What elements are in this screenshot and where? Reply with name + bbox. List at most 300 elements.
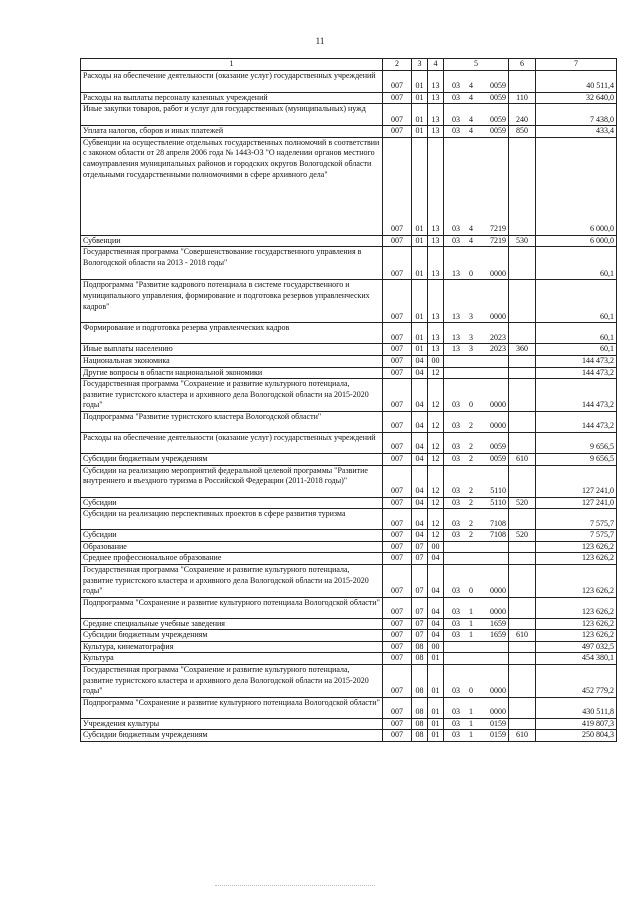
row-subsection-code: 01	[428, 653, 444, 665]
row-target-code	[444, 323, 509, 344]
target-code-part-k3: 0000	[490, 586, 506, 596]
row-target-code	[444, 564, 509, 597]
row-subsection-code: 13	[428, 280, 444, 323]
row-amount: 123 626,2	[536, 553, 617, 565]
table-row	[81, 280, 617, 323]
target-code-part-k2: 0	[469, 586, 473, 596]
row-subsection-code: 13	[428, 92, 444, 104]
row-section-code: 08	[412, 730, 428, 742]
row-section-code: 04	[412, 509, 428, 530]
row-section-code: 01	[412, 126, 428, 138]
row-amount: 454 380,1	[536, 653, 617, 665]
row-expense-type	[509, 653, 536, 665]
target-code-part-k2: 0	[469, 686, 473, 696]
row-admin-code: 007	[383, 497, 412, 509]
target-code-part-k2: 1	[469, 630, 473, 640]
row-name: Государственная программа "Сохранение и развитие культурного потенциала, развитие туристского кластера и архивного дела Вологодской области на 2015-2020 годы"	[81, 564, 383, 597]
row-admin-code: 007	[383, 247, 412, 280]
target-code-part-k2: 4	[469, 114, 473, 124]
row-admin-code: 007	[383, 653, 412, 665]
row-target-code	[444, 509, 509, 530]
target-code-part-k2: 2	[469, 497, 473, 507]
table-row	[81, 126, 617, 138]
target-code-part-k1: 03	[452, 707, 460, 717]
row-target-code	[444, 630, 509, 642]
target-code-part-k1: 03	[452, 235, 460, 245]
row-admin-code: 007	[383, 379, 412, 412]
table-row	[81, 597, 617, 618]
table-row	[81, 509, 617, 530]
row-subsection-code: 12	[428, 411, 444, 432]
target-code-part-k2: 2	[469, 518, 473, 528]
table-header-row	[81, 59, 617, 71]
row-subsection-code: 01	[428, 665, 444, 698]
target-code-part-k2: 3	[469, 332, 473, 342]
budget-table	[80, 58, 617, 742]
row-section-code: 08	[412, 653, 428, 665]
row-expense-type	[509, 597, 536, 618]
row-target-code	[444, 379, 509, 412]
target-code-part-k3: 0000	[490, 686, 506, 696]
target-code-part-k1: 03	[452, 730, 460, 740]
row-amount: 419 807,3	[536, 718, 617, 730]
row-name: Подпрограмма "Развитие туристского кластера Вологодской области"	[81, 411, 383, 432]
target-code-part-k2: 3	[469, 344, 473, 354]
row-section-code: 01	[412, 247, 428, 280]
row-name: Подпрограмма "Сохранение и развитие культурного потенциала Вологодской области"	[81, 697, 383, 718]
target-code-part-k3: 1659	[490, 618, 506, 628]
target-code-part-k3: 5110	[490, 497, 506, 507]
row-section-code: 04	[412, 411, 428, 432]
row-section-code: 07	[412, 553, 428, 565]
row-admin-code: 007	[383, 411, 412, 432]
target-code-part-k3: 0059	[490, 92, 506, 102]
row-amount: 9 656,5	[536, 432, 617, 453]
row-expense-type	[509, 697, 536, 718]
row-admin-code: 007	[383, 697, 412, 718]
row-admin-code: 007	[383, 367, 412, 379]
row-amount: 430 511,8	[536, 697, 617, 718]
row-amount: 123 626,2	[536, 618, 617, 630]
row-admin-code: 007	[383, 564, 412, 597]
row-subsection-code: 12	[428, 509, 444, 530]
target-code-part-k3: 7219	[490, 224, 506, 234]
target-code-part-k1: 03	[452, 530, 460, 540]
row-name: Государственная программа "Сохранение и развитие культурного потенциала, развитие туристского кластера и архивного дела Вологодской области на 2015-2020 годы"	[81, 379, 383, 412]
row-section-code: 04	[412, 379, 428, 412]
row-target-code	[444, 665, 509, 698]
table-row	[81, 247, 617, 280]
row-name: Формирование и подготовка резерва управленческих кадров	[81, 323, 383, 344]
row-expense-type: 360	[509, 344, 536, 356]
target-code-part-k2: 2	[469, 485, 473, 495]
scan-artifact	[215, 885, 375, 886]
row-amount: 60,1	[536, 323, 617, 344]
table-row	[81, 344, 617, 356]
row-section-code: 07	[412, 597, 428, 618]
row-amount: 7 575,7	[536, 530, 617, 542]
row-admin-code: 007	[383, 665, 412, 698]
target-code-part-k3: 0000	[490, 607, 506, 617]
row-expense-type: 610	[509, 630, 536, 642]
row-target-code	[444, 126, 509, 138]
row-admin-code: 007	[383, 718, 412, 730]
row-section-code: 04	[412, 432, 428, 453]
row-amount: 6 000,0	[536, 235, 617, 247]
row-target-code	[444, 104, 509, 126]
target-code-part-k1: 13	[452, 268, 460, 278]
row-admin-code: 007	[383, 126, 412, 138]
row-subsection-code: 00	[428, 641, 444, 653]
row-target-code	[444, 280, 509, 323]
target-code-part-k3: 0000	[490, 268, 506, 278]
row-name: Расходы на обеспечение деятельности (оказание услуг) государственных учреждений	[81, 432, 383, 453]
row-target-code	[444, 235, 509, 247]
row-name: Субсидии на реализацию перспективных проектов в сфере развития туризма	[81, 509, 383, 530]
target-code-part-k1: 03	[452, 81, 460, 90]
row-subsection-code: 00	[428, 541, 444, 553]
row-expense-type	[509, 718, 536, 730]
target-code-part-k2: 1	[469, 730, 473, 740]
row-expense-type: 520	[509, 530, 536, 542]
row-expense-type: 850	[509, 126, 536, 138]
row-target-code	[444, 718, 509, 730]
row-admin-code: 007	[383, 630, 412, 642]
row-admin-code: 007	[383, 235, 412, 247]
row-name: Национальная экономика	[81, 355, 383, 367]
row-section-code: 07	[412, 541, 428, 553]
target-code-part-k3: 0059	[490, 81, 506, 90]
target-code-part-k2: 1	[469, 618, 473, 628]
target-code-part-k1: 03	[452, 718, 460, 728]
row-section-code: 01	[412, 323, 428, 344]
target-code-part-k1: 03	[452, 400, 460, 410]
row-section-code: 01	[412, 280, 428, 323]
target-code-part-k1: 03	[452, 126, 460, 136]
target-code-part-k3: 0059	[490, 126, 506, 136]
row-name: Иные выплаты населению	[81, 344, 383, 356]
table-row	[81, 665, 617, 698]
table-row	[81, 453, 617, 465]
target-code-part-k1: 03	[452, 518, 460, 528]
row-amount: 60,1	[536, 280, 617, 323]
target-code-part-k1: 03	[452, 586, 460, 596]
row-section-code: 07	[412, 564, 428, 597]
target-code-part-k2: 4	[469, 81, 473, 90]
row-expense-type: 110	[509, 92, 536, 104]
row-target-code	[444, 497, 509, 509]
row-section-code: 08	[412, 697, 428, 718]
row-expense-type	[509, 70, 536, 92]
row-name: Государственная программа "Сохранение и развитие культурного потенциала, развитие туристского кластера и архивного дела Вологодской области на 2015-2020 годы"	[81, 665, 383, 698]
row-expense-type	[509, 137, 536, 235]
row-name: Субсидии	[81, 497, 383, 509]
header-col-5: 5	[444, 59, 509, 71]
row-name: Субвенции на осуществление отдельных государственных полномочий в соответствии с законом области от 28 апреля 2006 года № 1443-ОЗ "О наделении органов местного самоуправления муниципальных районов и городских округов Вологодской области отдельными государственными полномочиями в сфере архивного дела"	[81, 137, 383, 235]
row-admin-code: 007	[383, 355, 412, 367]
row-target-code	[444, 618, 509, 630]
row-target-code	[444, 697, 509, 718]
table-row	[81, 432, 617, 453]
target-code-part-k2: 2	[469, 442, 473, 452]
target-code-part-k2: 0	[469, 268, 473, 278]
row-admin-code: 007	[383, 280, 412, 323]
row-section-code: 01	[412, 92, 428, 104]
table-row	[81, 235, 617, 247]
target-code-part-k3: 0059	[490, 442, 506, 452]
row-admin-code: 007	[383, 730, 412, 742]
row-section-code: 01	[412, 70, 428, 92]
table-row	[81, 730, 617, 742]
target-code-part-k1: 03	[452, 630, 460, 640]
table-row	[81, 92, 617, 104]
table-row	[81, 718, 617, 730]
row-subsection-code: 13	[428, 104, 444, 126]
row-admin-code: 007	[383, 432, 412, 453]
page-number: 11	[315, 36, 325, 46]
row-name: Средние специальные учебные заведения	[81, 618, 383, 630]
table-row	[81, 541, 617, 553]
row-expense-type	[509, 509, 536, 530]
row-section-code: 04	[412, 355, 428, 367]
header-col-3: 3	[412, 59, 428, 71]
row-expense-type	[509, 564, 536, 597]
row-amount: 144 473,2	[536, 411, 617, 432]
row-subsection-code: 04	[428, 564, 444, 597]
table-row	[81, 553, 617, 565]
row-admin-code: 007	[383, 509, 412, 530]
row-subsection-code: 01	[428, 697, 444, 718]
header-col-1: 1	[81, 59, 383, 71]
table-row	[81, 653, 617, 665]
table-row	[81, 137, 617, 235]
row-expense-type	[509, 665, 536, 698]
table-row	[81, 70, 617, 92]
target-code-part-k1: 03	[452, 421, 460, 431]
row-amount: 60,1	[536, 247, 617, 280]
table-row	[81, 618, 617, 630]
target-code-part-k3: 2023	[490, 344, 506, 354]
row-name: Субсидии бюджетным учреждениям	[81, 730, 383, 742]
row-amount: 123 626,2	[536, 541, 617, 553]
row-name: Образование	[81, 541, 383, 553]
target-code-part-k2: 1	[469, 607, 473, 617]
row-subsection-code: 12	[428, 530, 444, 542]
target-code-part-k1: 03	[452, 92, 460, 102]
target-code-part-k2: 2	[469, 530, 473, 540]
target-code-part-k1: 03	[452, 607, 460, 617]
row-name: Культура	[81, 653, 383, 665]
row-section-code: 01	[412, 104, 428, 126]
target-code-part-k1: 13	[452, 344, 460, 354]
row-subsection-code: 13	[428, 137, 444, 235]
row-admin-code: 007	[383, 553, 412, 565]
row-target-code	[444, 641, 509, 653]
row-amount: 497 032,5	[536, 641, 617, 653]
row-subsection-code: 00	[428, 355, 444, 367]
row-expense-type	[509, 280, 536, 323]
row-target-code	[444, 411, 509, 432]
row-section-code: 08	[412, 718, 428, 730]
target-code-part-k3: 2023	[490, 332, 506, 342]
row-name: Расходы на обеспечение деятельности (оказание услуг) государственных учреждений	[81, 70, 383, 92]
row-amount: 144 473,2	[536, 367, 617, 379]
target-code-part-k3: 0159	[490, 718, 506, 728]
table-row	[81, 697, 617, 718]
target-code-part-k3: 0000	[490, 400, 506, 410]
target-code-part-k3: 7108	[490, 530, 506, 540]
row-section-code: 01	[412, 344, 428, 356]
row-name: Культура, кинематография	[81, 641, 383, 653]
row-target-code	[444, 92, 509, 104]
target-code-part-k3: 7108	[490, 518, 506, 528]
row-admin-code: 007	[383, 323, 412, 344]
row-subsection-code: 13	[428, 70, 444, 92]
row-target-code	[444, 432, 509, 453]
row-admin-code: 007	[383, 541, 412, 553]
row-subsection-code: 13	[428, 344, 444, 356]
table-row	[81, 497, 617, 509]
target-code-part-k2: 1	[469, 707, 473, 717]
table-row	[81, 411, 617, 432]
target-code-part-k1: 13	[452, 311, 460, 321]
row-name: Другие вопросы в области национальной экономики	[81, 367, 383, 379]
row-admin-code: 007	[383, 137, 412, 235]
row-expense-type	[509, 465, 536, 497]
row-expense-type	[509, 367, 536, 379]
row-amount: 6 000,0	[536, 137, 617, 235]
row-name: Государственная программа "Совершенствование государственного управления в Вологодской области на 2013 - 2018 годы"	[81, 247, 383, 280]
row-expense-type: 610	[509, 453, 536, 465]
row-target-code	[444, 530, 509, 542]
target-code-part-k2: 1	[469, 718, 473, 728]
row-target-code	[444, 465, 509, 497]
target-code-part-k1: 03	[452, 224, 460, 234]
row-amount: 452 779,2	[536, 665, 617, 698]
row-section-code: 04	[412, 465, 428, 497]
row-subsection-code: 04	[428, 630, 444, 642]
row-section-code: 08	[412, 665, 428, 698]
row-subsection-code: 01	[428, 718, 444, 730]
row-name: Учреждения культуры	[81, 718, 383, 730]
row-section-code: 04	[412, 497, 428, 509]
target-code-part-k3: 0000	[490, 707, 506, 717]
row-expense-type	[509, 553, 536, 565]
row-target-code	[444, 541, 509, 553]
row-target-code	[444, 553, 509, 565]
row-amount: 60,1	[536, 344, 617, 356]
row-section-code: 01	[412, 137, 428, 235]
row-expense-type	[509, 355, 536, 367]
row-name: Субсидии	[81, 530, 383, 542]
row-expense-type	[509, 411, 536, 432]
target-code-part-k3: 0059	[490, 114, 506, 124]
row-subsection-code: 04	[428, 597, 444, 618]
row-admin-code: 007	[383, 465, 412, 497]
row-target-code	[444, 344, 509, 356]
table-row	[81, 367, 617, 379]
row-amount: 127 241,0	[536, 497, 617, 509]
row-expense-type	[509, 641, 536, 653]
row-amount: 32 640,0	[536, 92, 617, 104]
target-code-part-k1: 03	[452, 114, 460, 124]
row-subsection-code: 12	[428, 432, 444, 453]
row-name: Иные закупки товаров, работ и услуг для государственных (муниципальных) нужд	[81, 104, 383, 126]
target-code-part-k3: 0000	[490, 311, 506, 321]
target-code-part-k1: 03	[452, 442, 460, 452]
row-subsection-code: 12	[428, 465, 444, 497]
row-target-code	[444, 70, 509, 92]
row-expense-type	[509, 541, 536, 553]
row-target-code	[444, 453, 509, 465]
table-body	[81, 70, 617, 741]
row-target-code	[444, 355, 509, 367]
row-expense-type	[509, 379, 536, 412]
target-code-part-k1: 03	[452, 686, 460, 696]
target-code-part-k1: 03	[452, 453, 460, 463]
row-subsection-code: 12	[428, 379, 444, 412]
target-code-part-k1: 03	[452, 485, 460, 495]
row-subsection-code: 13	[428, 247, 444, 280]
row-subsection-code: 04	[428, 553, 444, 565]
row-expense-type: 240	[509, 104, 536, 126]
table-row	[81, 630, 617, 642]
row-amount: 40 511,4	[536, 70, 617, 92]
row-amount: 123 626,2	[536, 597, 617, 618]
target-code-part-k2: 0	[469, 400, 473, 410]
header-col-4: 4	[428, 59, 444, 71]
target-code-part-k2: 4	[469, 92, 473, 102]
row-subsection-code: 01	[428, 730, 444, 742]
target-code-part-k1: 03	[452, 497, 460, 507]
row-subsection-code: 13	[428, 126, 444, 138]
row-admin-code: 007	[383, 104, 412, 126]
row-expense-type	[509, 432, 536, 453]
target-code-part-k2: 3	[469, 311, 473, 321]
row-admin-code: 007	[383, 92, 412, 104]
header-col-6: 6	[509, 59, 536, 71]
row-amount: 250 804,3	[536, 730, 617, 742]
row-admin-code: 007	[383, 641, 412, 653]
row-section-code: 01	[412, 235, 428, 247]
row-target-code	[444, 367, 509, 379]
target-code-part-k2: 2	[469, 453, 473, 463]
row-target-code	[444, 653, 509, 665]
table-row	[81, 104, 617, 126]
target-code-part-k3: 7219	[490, 235, 506, 245]
row-amount: 123 626,2	[536, 564, 617, 597]
row-amount: 433,4	[536, 126, 617, 138]
row-name: Расходы на выплаты персоналу казенных учреждений	[81, 92, 383, 104]
header-col-2: 2	[383, 59, 412, 71]
row-name: Подпрограмма "Развитие кадрового потенциала в системе государственного и муниципального управления, формирование и подготовка резервов управленческих кадров"	[81, 280, 383, 323]
row-expense-type	[509, 247, 536, 280]
row-admin-code: 007	[383, 453, 412, 465]
row-amount: 7 438,0	[536, 104, 617, 126]
target-code-part-k2: 4	[469, 224, 473, 234]
row-name: Подпрограмма "Сохранение и развитие культурного потенциала Вологодской области"	[81, 597, 383, 618]
row-name: Среднее профессиональное образование	[81, 553, 383, 565]
target-code-part-k1: 13	[452, 332, 460, 342]
target-code-part-k2: 4	[469, 235, 473, 245]
row-subsection-code: 13	[428, 235, 444, 247]
row-name: Субсидии бюджетным учреждениям	[81, 630, 383, 642]
target-code-part-k2: 4	[469, 126, 473, 136]
row-section-code: 08	[412, 641, 428, 653]
row-target-code	[444, 730, 509, 742]
row-name: Субсидии бюджетным учреждениям	[81, 453, 383, 465]
target-code-part-k3: 5110	[490, 485, 506, 495]
